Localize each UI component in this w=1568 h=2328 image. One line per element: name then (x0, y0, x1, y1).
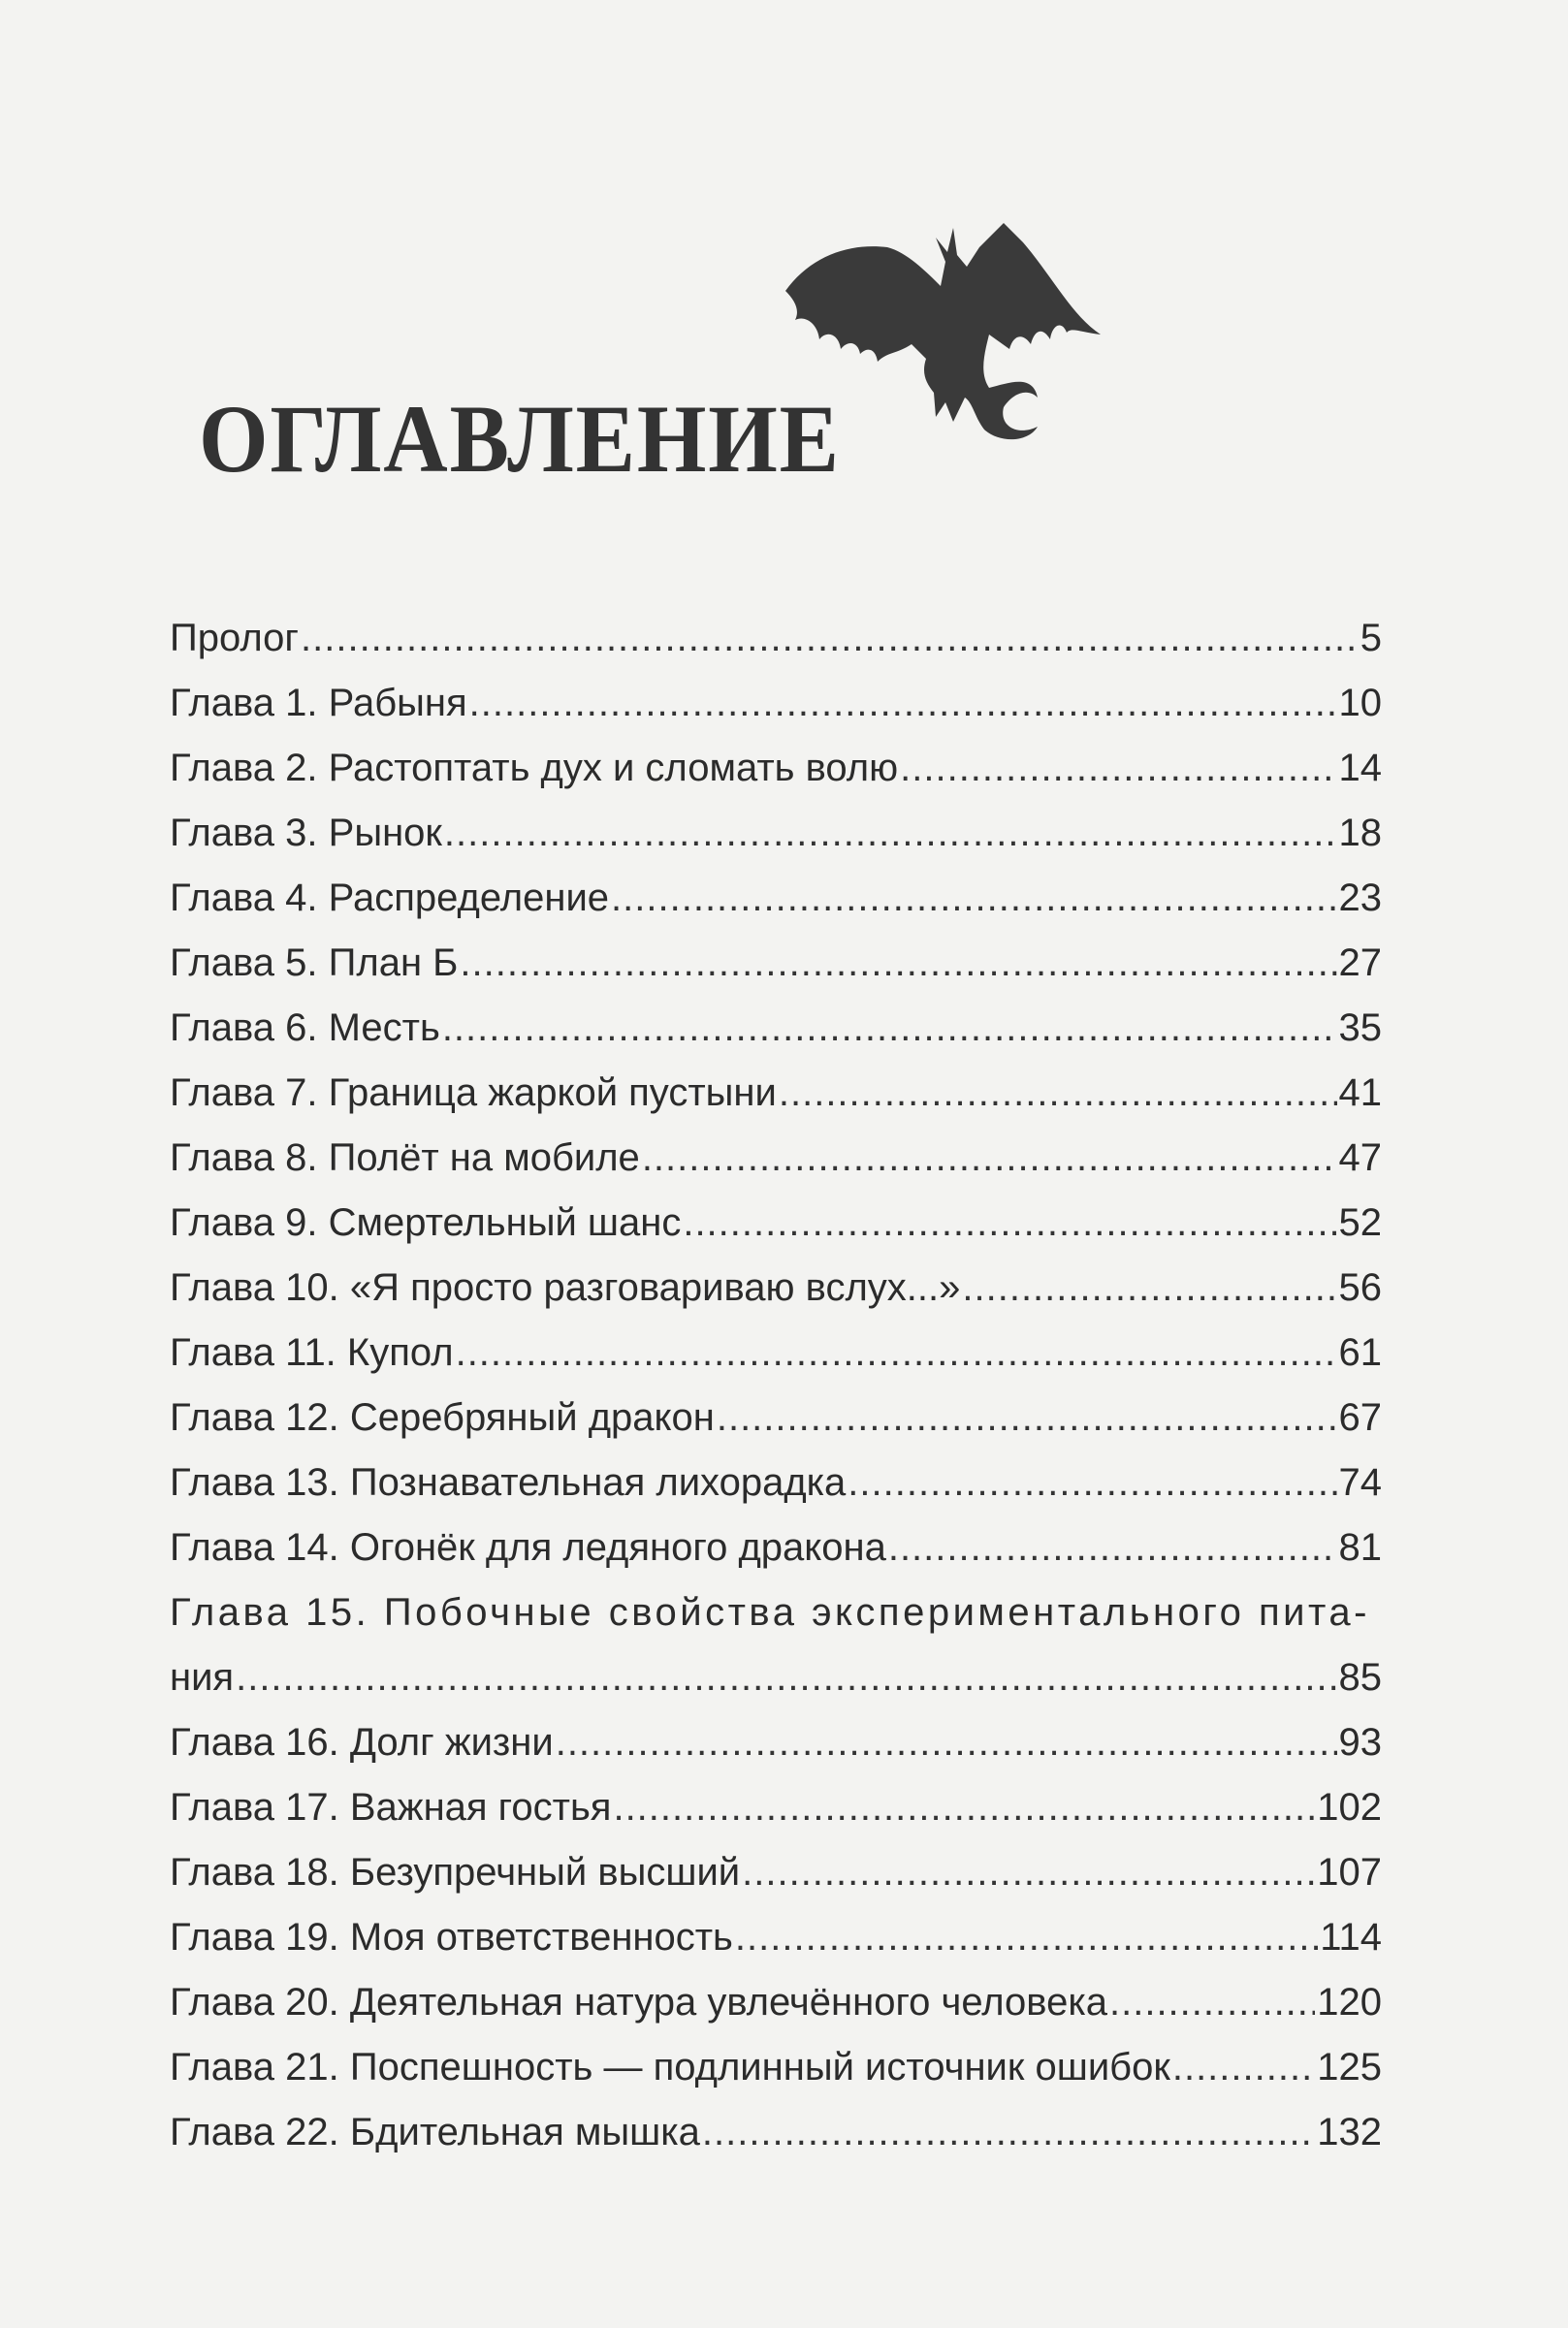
toc-entry-line2[interactable] (170, 1645, 1382, 1710)
entry-title: Глава 10. «Я просто разговариваю вслух...» (170, 1266, 961, 1309)
entry-page: 35 (1338, 1006, 1382, 1049)
entry-page: 102 (1317, 1786, 1382, 1829)
entry-title: Глава 6. Месть (170, 1006, 440, 1049)
dot-leader (442, 996, 1337, 1061)
dot-leader (888, 1515, 1337, 1580)
toc-entry[interactable] (170, 1515, 1382, 1580)
dot-leader (469, 671, 1337, 736)
dot-leader (717, 1386, 1337, 1451)
entry-title: Глава 19. Моя ответственность (170, 1916, 733, 1959)
entry-page: 125 (1317, 2046, 1382, 2089)
entry-page: 10 (1338, 682, 1382, 724)
dot-leader (642, 1126, 1337, 1191)
dot-leader (1172, 2035, 1315, 2100)
entry-page: 27 (1338, 941, 1382, 984)
toc-entry-line1[interactable] (170, 1580, 1382, 1645)
toc-entry[interactable] (170, 801, 1382, 866)
entry-page: 74 (1338, 1461, 1382, 1504)
entry-title: Глава 9. Смертельный шанс (170, 1201, 682, 1244)
table-of-contents (170, 606, 1382, 2165)
toc-entry[interactable] (170, 996, 1382, 1061)
entry-title: Глава 1. Рабыня (170, 682, 467, 724)
entry-page: 47 (1338, 1136, 1382, 1179)
entry-page: 120 (1317, 1981, 1382, 2024)
entry-title: Глава 2. Растоптать дух и сломать волю (170, 747, 899, 789)
toc-entry[interactable] (170, 2100, 1382, 2165)
toc-entry[interactable] (170, 1386, 1382, 1451)
entry-page: 14 (1338, 747, 1382, 789)
toc-entry[interactable] (170, 2035, 1382, 2100)
entry-page: 132 (1317, 2111, 1382, 2153)
entry-page: 23 (1338, 877, 1382, 919)
toc-entry[interactable] (170, 1775, 1382, 1840)
toc-entry[interactable] (170, 866, 1382, 931)
dot-leader (236, 1645, 1336, 1710)
entry-title: Глава 11. Купол (170, 1331, 454, 1374)
entry-page: 67 (1338, 1396, 1382, 1439)
entry-title: Глава 13. Познавательная лихорадка (170, 1461, 847, 1504)
dot-leader (735, 1905, 1318, 1970)
dot-leader (779, 1061, 1337, 1126)
toc-entry[interactable] (170, 1905, 1382, 1970)
dot-leader (848, 1451, 1336, 1515)
entry-title: Глава 16. Долг жизни (170, 1721, 554, 1764)
toc-entry[interactable] (170, 931, 1382, 996)
entry-title: Глава 4. Распределение (170, 877, 610, 919)
toc-entry[interactable] (170, 1710, 1382, 1775)
dot-leader (556, 1710, 1337, 1775)
dot-leader (900, 736, 1336, 801)
entry-page: 114 (1320, 1916, 1382, 1959)
entry-title: Глава 3. Рынок (170, 812, 442, 854)
page-title: ОГЛАВЛЕНИЕ (199, 385, 841, 493)
entry-page: 93 (1338, 1721, 1382, 1764)
entry-page: 107 (1317, 1851, 1382, 1894)
entry-page: 56 (1338, 1266, 1382, 1309)
toc-entry[interactable] (170, 1321, 1382, 1386)
toc-entry[interactable] (170, 1256, 1382, 1321)
toc-entry[interactable] (170, 1840, 1382, 1905)
entry-title: Глава 7. Граница жаркой пустыни (170, 1071, 777, 1114)
toc-entry[interactable] (170, 1451, 1382, 1515)
entry-page: 81 (1338, 1526, 1382, 1569)
entry-title: Глава 17. Важная гостья (170, 1786, 612, 1829)
toc-entry[interactable] (170, 1970, 1382, 2035)
entry-page: 18 (1338, 812, 1382, 854)
dot-leader (683, 1191, 1336, 1256)
dot-leader (962, 1256, 1336, 1321)
toc-entry[interactable] (170, 736, 1382, 801)
dot-leader (611, 866, 1336, 931)
dot-leader (456, 1321, 1337, 1386)
entry-title: Глава 22. Бдительная мышка (170, 2111, 700, 2153)
dot-leader (301, 606, 1359, 671)
entry-page: 85 (1338, 1656, 1382, 1699)
entry-title: Глава 12. Серебряный дракон (170, 1396, 715, 1439)
entry-page: 52 (1338, 1201, 1382, 1244)
dot-leader (460, 931, 1336, 996)
dot-leader (1109, 1970, 1315, 2035)
entry-title: Пролог (170, 617, 299, 659)
dot-leader (742, 1840, 1315, 1905)
dot-leader (613, 1775, 1315, 1840)
toc-entry[interactable] (170, 1061, 1382, 1126)
entry-title: Глава 8. Полёт на мобиле (170, 1136, 640, 1179)
entry-page: 5 (1360, 617, 1382, 659)
toc-entry[interactable] (170, 1191, 1382, 1256)
entry-page: 41 (1338, 1071, 1382, 1114)
toc-entry[interactable] (170, 671, 1382, 736)
entry-title: Глава 18. Безупречный высший (170, 1851, 741, 1894)
entry-title: Глава 21. Поспешность — подлинный источник ошибок (170, 2046, 1170, 2089)
entry-title: Глава 14. Огонёк для ледяного дракона (170, 1526, 886, 1569)
toc-entry[interactable] (170, 1126, 1382, 1191)
toc-entry[interactable] (170, 606, 1382, 671)
entry-title: Глава 20. Деятельная натура увлечённого человека (170, 1981, 1107, 2024)
dragon-icon (781, 218, 1120, 446)
entry-title: Глава 15. Побочные свойства экспериментального пита- (170, 1591, 1370, 1634)
dot-leader (702, 2100, 1315, 2165)
entry-page: 61 (1338, 1331, 1382, 1374)
entry-title-continued: ния (170, 1656, 235, 1699)
entry-title: Глава 5. План Б (170, 941, 459, 984)
dot-leader (444, 801, 1337, 866)
